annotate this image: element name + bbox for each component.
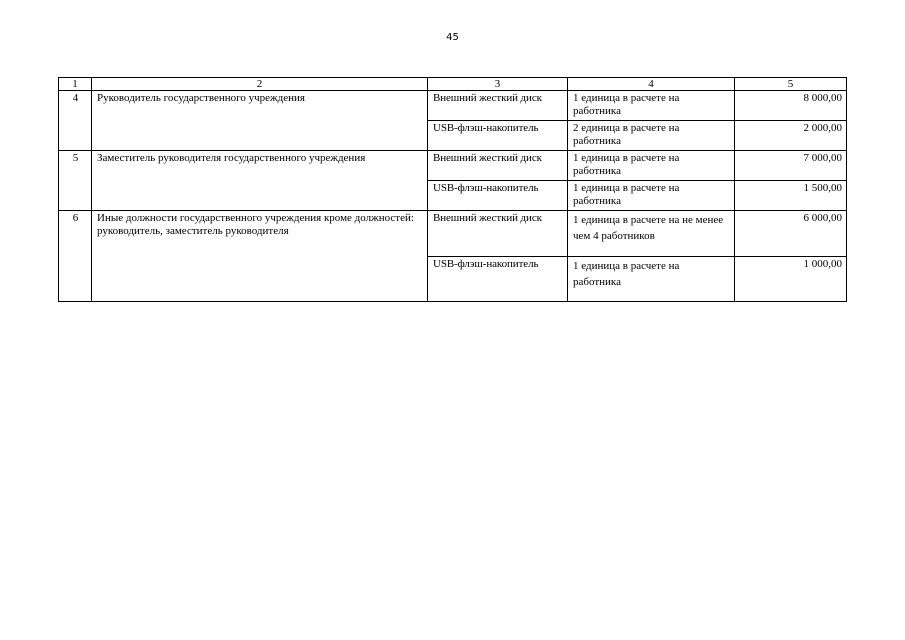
device-cell: Внешний жесткий диск <box>428 151 568 181</box>
device-cell: Внешний жесткий диск <box>428 91 568 121</box>
device-cell: USB-флэш-накопитель <box>428 121 568 151</box>
norms-table <box>58 77 847 302</box>
device-cell: USB-флэш-накопитель <box>428 257 568 302</box>
norm-cell: 1 единица в расчете на работника <box>568 181 735 211</box>
table-row <box>59 91 847 121</box>
column-header-5: 5 <box>735 78 847 91</box>
row-number: 6 <box>59 211 92 302</box>
row-number: 5 <box>59 151 92 211</box>
column-header-2: 2 <box>92 78 428 91</box>
column-header-4: 4 <box>568 78 735 91</box>
norm-cell: 1 единица в расчете на работника <box>568 91 735 121</box>
page-number: 45 <box>446 32 459 43</box>
device-cell: USB-флэш-накопитель <box>428 181 568 211</box>
price-cell: 6 000,00 <box>735 211 847 257</box>
price-cell: 7 000,00 <box>735 151 847 181</box>
column-header-3: 3 <box>428 78 568 91</box>
position-cell: Иные должности государственного учреждения кроме должностей: руководитель, заместитель руководителя <box>92 211 428 302</box>
price-cell: 2 000,00 <box>735 121 847 151</box>
price-cell: 1 000,00 <box>735 257 847 302</box>
table-header-row <box>59 78 847 91</box>
table-row <box>59 151 847 181</box>
table-row <box>59 211 847 257</box>
position-cell: Заместитель руководителя государственного учреждения <box>92 151 428 211</box>
price-cell: 1 500,00 <box>735 181 847 211</box>
device-cell: Внешний жесткий диск <box>428 211 568 257</box>
column-header-1: 1 <box>59 78 92 91</box>
norm-cell: 1 единица в расчете на не менее чем 4 работников <box>568 211 735 257</box>
position-cell: Руководитель государственного учреждения <box>92 91 428 151</box>
norm-cell: 2 единица в расчете на работника <box>568 121 735 151</box>
price-cell: 8 000,00 <box>735 91 847 121</box>
norm-cell: 1 единица в расчете на работника <box>568 257 735 302</box>
norm-cell: 1 единица в расчете на работника <box>568 151 735 181</box>
row-number: 4 <box>59 91 92 151</box>
